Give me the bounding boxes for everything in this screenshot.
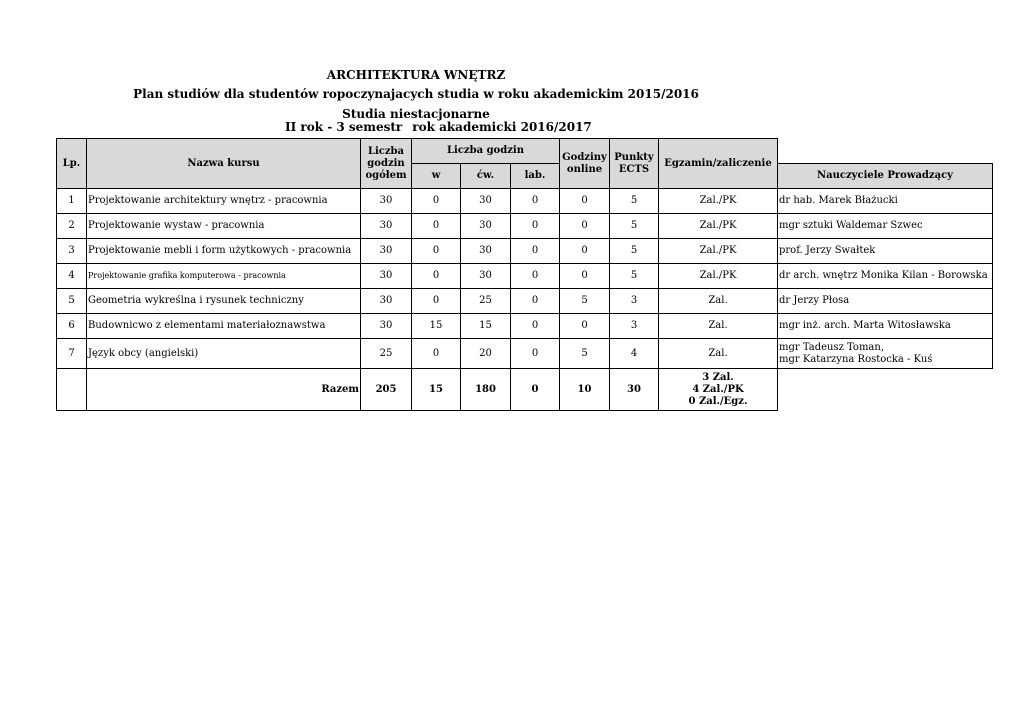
cell-ects: 5 xyxy=(610,239,659,264)
table-row xyxy=(57,239,993,264)
table-row xyxy=(57,289,993,314)
table-row xyxy=(57,264,993,289)
cell-lab: 0 xyxy=(511,189,560,214)
teacher-name: mgr inż. arch. Marta Witosławska xyxy=(779,320,951,331)
cell-ects: 4 xyxy=(610,339,659,369)
summary-label: Razem xyxy=(87,369,361,411)
cell-lp: 5 xyxy=(57,289,87,314)
cell-total-hours: 30 xyxy=(361,189,412,214)
cell-lp: 3 xyxy=(57,239,87,264)
cell-course-name: Projektowanie grafika komputerowa - pracownia xyxy=(87,264,361,289)
cell-teacher xyxy=(778,339,993,369)
header-row-1 xyxy=(57,139,993,164)
cell-lab: 0 xyxy=(511,239,560,264)
cell-course-name: Geometria wykreślna i rysunek techniczny xyxy=(87,289,361,314)
cell-lp: 6 xyxy=(57,314,87,339)
faculty-title: ARCHITEKTURA WNĘTRZ xyxy=(326,68,506,82)
table-row xyxy=(57,214,993,239)
cell-teacher xyxy=(778,289,993,314)
cell-cw: 25 xyxy=(461,289,511,314)
cell-w: 0 xyxy=(412,189,461,214)
cell-cw: 30 xyxy=(461,239,511,264)
study-mode: Studia niestacjonarne xyxy=(342,106,490,121)
summary-row xyxy=(57,369,993,411)
cell-total-hours: 30 xyxy=(361,214,412,239)
cell-exam: Zal./PK xyxy=(659,214,778,239)
table-row xyxy=(57,314,993,339)
teacher-name: mgr sztuki Waldemar Szwec xyxy=(779,220,923,231)
cell-teacher xyxy=(778,264,993,289)
cell-ects: 3 xyxy=(610,289,659,314)
summary-w: 15 xyxy=(412,369,461,411)
cell-online: 0 xyxy=(560,214,610,239)
study-plan-table xyxy=(56,138,993,411)
col-name-header: Nazwa kursu xyxy=(87,139,361,189)
table-row xyxy=(57,339,993,369)
cell-ects: 5 xyxy=(610,214,659,239)
col-lp-header: Lp. xyxy=(57,139,87,189)
cell-teacher xyxy=(778,239,993,264)
table-body xyxy=(57,189,993,369)
cell-total-hours: 30 xyxy=(361,289,412,314)
cell-exam: Zal./PK xyxy=(659,264,778,289)
cell-course-name: Język obcy (angielski) xyxy=(87,339,361,369)
cell-w: 0 xyxy=(412,214,461,239)
academic-year-label: rok akademicki 2016/2017 xyxy=(412,120,592,134)
teacher-name: mgr Katarzyna Rostocka - Kuś xyxy=(779,353,933,365)
cell-course-name: Budownicwo z elementami materiałoznawstwa xyxy=(87,314,361,339)
cell-exam: Zal. xyxy=(659,289,778,314)
cell-ects: 5 xyxy=(610,189,659,214)
cell-total-hours: 30 xyxy=(361,314,412,339)
cell-cw: 30 xyxy=(461,264,511,289)
cell-teacher xyxy=(778,189,993,214)
document-header xyxy=(0,66,832,124)
cell-lab: 0 xyxy=(511,339,560,369)
cell-exam: Zal./PK xyxy=(659,239,778,264)
cell-lab: 0 xyxy=(511,264,560,289)
col-online-header: Godziny online xyxy=(560,139,610,189)
cell-cw: 15 xyxy=(461,314,511,339)
cell-w: 0 xyxy=(412,264,461,289)
col-hours-group-header: Liczba godzin xyxy=(412,139,560,164)
teacher-name: mgr Tadeusz Toman, xyxy=(779,341,885,353)
cell-cw: 20 xyxy=(461,339,511,369)
cell-online: 0 xyxy=(560,189,610,214)
summary-exam: 3 Zal. 4 Zal./PK 0 Zal./Egz. xyxy=(659,369,778,411)
summary-cw: 180 xyxy=(461,369,511,411)
col-lab-header: lab. xyxy=(511,164,560,189)
semester-label: II rok - 3 semestr xyxy=(285,120,403,134)
summary-lab: 0 xyxy=(511,369,560,411)
cell-lp: 1 xyxy=(57,189,87,214)
teacher-name: dr Jerzy Płosa xyxy=(779,295,850,306)
cell-lp: 2 xyxy=(57,214,87,239)
summary-ects: 30 xyxy=(610,369,659,411)
cell-online: 0 xyxy=(560,239,610,264)
cell-course-name: Projektowanie mebli i form użytkowych - pracownia xyxy=(87,239,361,264)
cell-cw: 30 xyxy=(461,214,511,239)
teacher-name: prof. Jerzy Swałtek xyxy=(779,245,876,256)
teacher-name: dr hab. Marek Błażucki xyxy=(779,195,898,206)
cell-ects: 5 xyxy=(610,264,659,289)
cell-online: 0 xyxy=(560,314,610,339)
plan-title: Plan studiów dla studentów ropoczynajacych studia w roku akademickim 2015/2016 xyxy=(133,87,699,102)
col-cw-header: ćw. xyxy=(461,164,511,189)
cell-total-hours: 25 xyxy=(361,339,412,369)
col-ects-header: Punkty ECTS xyxy=(610,139,659,189)
cell-exam: Zal. xyxy=(659,339,778,369)
cell-w: 0 xyxy=(412,339,461,369)
cell-course-name: Projektowanie architektury wnętrz - pracownia xyxy=(87,189,361,214)
cell-cw: 30 xyxy=(461,189,511,214)
semester-line xyxy=(285,120,592,134)
cell-lab: 0 xyxy=(511,289,560,314)
cell-lab: 0 xyxy=(511,214,560,239)
cell-online: 5 xyxy=(560,289,610,314)
cell-total-hours: 30 xyxy=(361,239,412,264)
table-row xyxy=(57,189,993,214)
cell-w: 0 xyxy=(412,289,461,314)
cell-exam: Zal./PK xyxy=(659,189,778,214)
cell-exam: Zal. xyxy=(659,314,778,339)
cell-lp: 4 xyxy=(57,264,87,289)
cell-teacher xyxy=(778,314,993,339)
summary-online: 10 xyxy=(560,369,610,411)
teacher-name: dr arch. wnętrz Monika Kilan - Borowska xyxy=(779,270,988,281)
cell-online: 0 xyxy=(560,264,610,289)
cell-lp: 7 xyxy=(57,339,87,369)
col-teachers-header: Nauczyciele Prowadzący xyxy=(778,164,993,189)
cell-total-hours: 30 xyxy=(361,264,412,289)
cell-course-name: Projektowanie wystaw - pracownia xyxy=(87,214,361,239)
summary-total: 205 xyxy=(361,369,412,411)
cell-ects: 3 xyxy=(610,314,659,339)
col-w-header: w xyxy=(412,164,461,189)
col-exam-header: Egzamin/zaliczenie xyxy=(659,139,778,189)
col-total-header: Liczba godzin ogółem xyxy=(361,139,412,189)
cell-teacher xyxy=(778,214,993,239)
cell-w: 0 xyxy=(412,239,461,264)
cell-lab: 0 xyxy=(511,314,560,339)
cell-online: 5 xyxy=(560,339,610,369)
cell-w: 15 xyxy=(412,314,461,339)
